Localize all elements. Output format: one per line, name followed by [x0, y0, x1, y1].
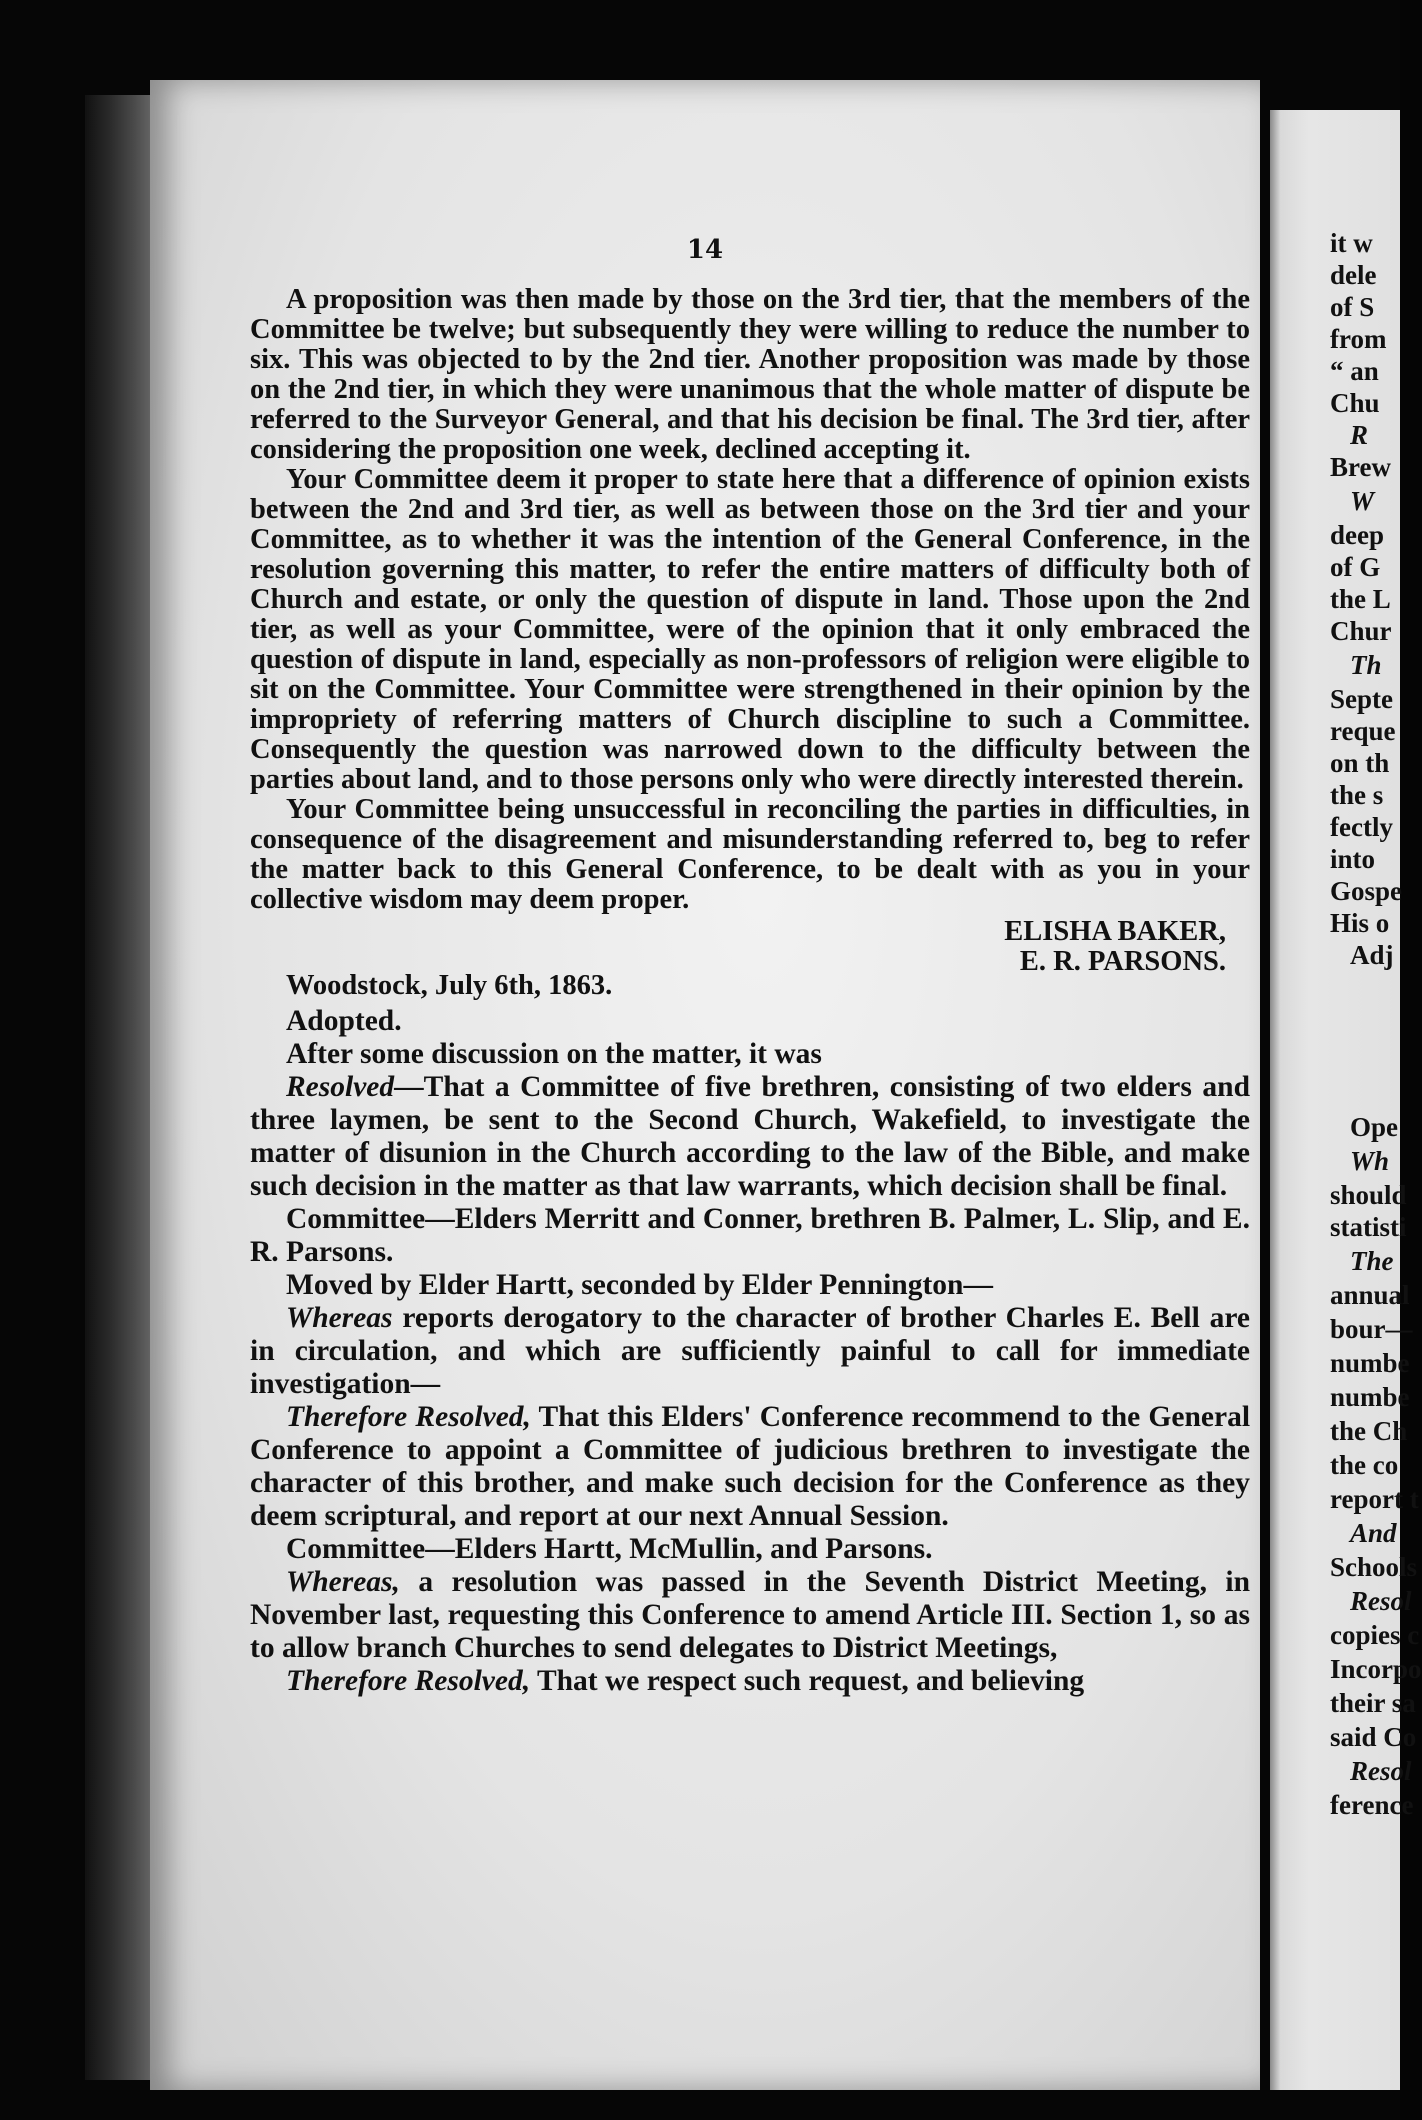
- right-fragment: His o: [1330, 908, 1390, 938]
- signatures: [250, 917, 1226, 977]
- motion-line: Moved by Elder Hartt, seconded by Elder Pennington—: [286, 1269, 993, 1301]
- right-fragment: from: [1330, 324, 1387, 354]
- whereas-label-2: Whereas,: [286, 1566, 400, 1598]
- page-number: 14: [686, 235, 724, 265]
- report-paragraph-3: Your Committee being unsuccessful in reconciling the parties in difficulties, in consequence of the disagreement and misunderstanding referred to, beg to refer the matter back to this General Conference, to be dealt with as you in your collective wisdom may deem proper.: [250, 794, 1250, 915]
- right-fragment: bour—: [1330, 1314, 1413, 1344]
- right-fragment: And: [1350, 1518, 1397, 1548]
- whereas-1-text: reports derogatory to the character of brother Charles E. Bell are in circulation, and which are sufficiently painful to call for immediate investigation—: [250, 1302, 1250, 1400]
- right-fragment: their sa: [1330, 1688, 1416, 1718]
- therefore-resolved-1-text: That this Elders' Conference recommend to the General Conference to appoint a Committee of judicious brethren to investigate the character of this brother, and make such decision for the Conference as they deem scriptural, and report at our next Annual Session.: [250, 1401, 1251, 1532]
- resolution-1: [250, 1071, 1250, 1203]
- right-fragment: Schools: [1330, 1552, 1418, 1582]
- signatory-2: E. R. PARSONS.: [1019, 946, 1226, 977]
- right-fragment: Septe: [1330, 684, 1393, 714]
- resolution-1-text: —That a Committee of five brethren, consisting of two elders and three laymen, be sent to the Second Church, Wakefield, to investigate the matter of disunion in the Church according to the law of the Bible, and make such decision in the matter as that law warrants, which decision shall be final.: [250, 1071, 1250, 1202]
- right-fragment: statisti: [1330, 1212, 1407, 1242]
- right-fragment: it w: [1330, 228, 1373, 258]
- therefore-resolved-1: [250, 1401, 1250, 1533]
- right-fragment: dele: [1330, 260, 1377, 290]
- right-fragment: Ope: [1350, 1112, 1399, 1142]
- right-fragment: Resol: [1350, 1586, 1412, 1616]
- right-fragment: deep: [1330, 520, 1384, 550]
- right-fragment: said Co: [1330, 1722, 1417, 1752]
- right-fragment: “ an: [1330, 356, 1379, 386]
- committee-2: Committee—Elders Hartt, McMullin, and Parsons.: [286, 1533, 933, 1565]
- right-fragment: the s: [1330, 780, 1384, 810]
- right-fragment: reque: [1330, 716, 1396, 746]
- right-fragment: the L: [1330, 584, 1391, 614]
- page-left: [150, 80, 1260, 2090]
- resolved-label: Resolved: [286, 1071, 395, 1103]
- right-fragment: Adj: [1350, 940, 1394, 970]
- right-fragment: annual: [1330, 1280, 1410, 1310]
- right-fragment: The: [1350, 1246, 1394, 1276]
- right-fragment: report t: [1330, 1484, 1419, 1514]
- right-fragment: Wh: [1350, 1146, 1390, 1176]
- right-fragment: the co: [1330, 1450, 1399, 1480]
- right-fragment: on th: [1330, 748, 1390, 778]
- right-fragment: Chu: [1330, 388, 1380, 418]
- page-body: [250, 285, 1250, 1698]
- committee-1: Committee—Elders Merritt and Conner, brethren B. Palmer, L. Slip, and E. R. Parsons.: [250, 1203, 1250, 1268]
- adopted-line: Adopted.: [286, 1005, 402, 1037]
- right-fragment: into: [1330, 844, 1376, 874]
- report-paragraph-1: A proposition was then made by those on the 3rd tier, that the members of the Committee be twelve; but subsequently they were willing to reduce the number to six. This was objected to by the 2nd tier. Another proposition was made by those on the 2nd tier, in which they were unanimous that the whole matter of dispute be referred to the Surveyor General, and that his decision be final. The 3rd tier, after considering the proposition one week, declined accepting it.: [250, 284, 1250, 465]
- right-fragment: should: [1330, 1180, 1407, 1210]
- right-fragment: fectly: [1330, 812, 1393, 842]
- proceedings: [250, 1005, 1250, 1698]
- book-spine-edge: [85, 95, 155, 2080]
- right-fragment: Brew: [1330, 452, 1391, 482]
- right-fragment: Gospe: [1330, 876, 1403, 906]
- dateline: Woodstock, July 6th, 1863.: [286, 970, 613, 1001]
- discussion-line: After some discussion on the matter, it was: [286, 1038, 822, 1070]
- right-fragment: Resol: [1350, 1756, 1412, 1786]
- right-fragment: copies c: [1330, 1620, 1420, 1650]
- right-fragment: of S: [1330, 292, 1375, 322]
- report-paragraph-2: Your Committee deem it proper to state here that a difference of opinion exists between the 2nd and 3rd tier, as well as between those on the 3rd tier and your Committee, as to whether it was the intention of the General Conference, in the resolution governing this matter, to refer the entire matters of difficulty both of Church and estate, or only the question of dispute in land. Those upon the 2nd tier, as well as your Committee, were of the opinion that it only embraced the question of dispute in land, especially as non-professors of religion were eligible to sit on the Committee. Your Committee were strengthened in their opinion by the impropriety of referring matters of Church discipline to such a Committee. Consequently the question was narrowed down to the difficulty between the parties about land, and to those persons only who were directly interested therein.: [250, 464, 1250, 795]
- right-fragment: ference: [1330, 1790, 1414, 1820]
- therefore-resolved-2-text: That we respect such request, and believing: [530, 1665, 1085, 1697]
- right-fragment: the Ch: [1330, 1416, 1408, 1446]
- right-fragment: Incorpo: [1330, 1654, 1422, 1684]
- right-fragment: numbe: [1330, 1348, 1410, 1378]
- right-fragment: W: [1350, 486, 1375, 516]
- right-fragment: numbe: [1330, 1382, 1410, 1412]
- therefore-resolved-label-2: Therefore Resolved,: [286, 1665, 531, 1697]
- right-fragment: R: [1350, 420, 1369, 450]
- whereas-1: [250, 1302, 1250, 1401]
- page-right-cropped: [1270, 110, 1422, 2090]
- right-fragment: Chur: [1330, 616, 1392, 646]
- right-fragment: of G: [1330, 552, 1381, 582]
- whereas-2: [250, 1566, 1250, 1665]
- therefore-resolved-label: Therefore Resolved,: [286, 1401, 531, 1433]
- whereas-label: Whereas: [286, 1302, 393, 1334]
- whereas-2-text: a resolution was passed in the Seventh District Meeting, in November last, requesting this Conference to amend Article III. Section 1, so as to allow branch Churches to send delegates to District Meetings,: [250, 1566, 1250, 1664]
- signatory-1: ELISHA BAKER,: [1004, 916, 1226, 947]
- right-fragment: Th: [1350, 650, 1382, 680]
- therefore-resolved-2: [250, 1665, 1250, 1698]
